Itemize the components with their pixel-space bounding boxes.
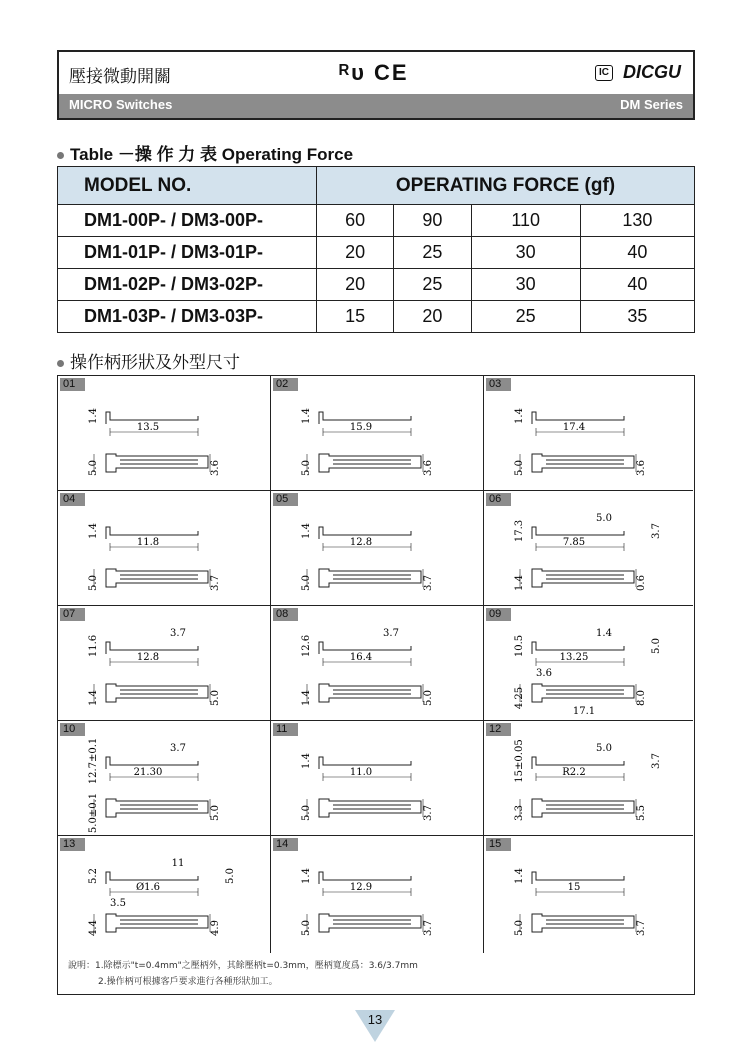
- dimension-label: 5.0: [514, 920, 525, 936]
- dimension-label: 12.8: [136, 652, 160, 663]
- shape-cell-08: [271, 606, 484, 721]
- dimension-label: 5.0±0.1: [88, 792, 99, 834]
- dimension-lines: [520, 658, 636, 702]
- dimension-lines: [94, 543, 210, 587]
- dimension-label: 3.7: [170, 628, 186, 639]
- dimension-label: 5.0: [301, 920, 312, 936]
- shape-cell-05: [271, 491, 484, 606]
- force-value-cell: 25: [394, 237, 471, 269]
- dimension-label: 3.7: [651, 523, 662, 539]
- shape-number-label: 01: [60, 378, 85, 391]
- shape-cell-10: [58, 721, 271, 836]
- model-cell: DM1-02P- / DM3-02P-: [58, 269, 317, 301]
- model-cell: DM1-01P- / DM3-01P-: [58, 237, 317, 269]
- shape-cell-04: [58, 491, 271, 606]
- dimension-lines: [94, 658, 210, 702]
- dimension-label: 11.6: [88, 634, 99, 658]
- dimension-label: 5.0: [423, 690, 434, 706]
- dimension-label: 21.30: [133, 767, 163, 778]
- lever-body-outline: [106, 684, 208, 702]
- shape-number-label: 04: [60, 493, 85, 506]
- lever-drawing: [271, 836, 484, 953]
- dimension-label: 3.7: [423, 805, 434, 821]
- dimension-label: 1.4: [514, 868, 525, 884]
- dimension-label: 5.0: [210, 805, 221, 821]
- dimension-label: 1.4: [301, 690, 312, 706]
- dimension-label: 3.7: [170, 743, 186, 754]
- dimension-label: 5.0: [88, 460, 99, 476]
- ic-logo-icon: IC: [595, 65, 613, 81]
- page-number: 13: [367, 1012, 383, 1027]
- dimension-label: 3.7: [210, 575, 221, 591]
- shape-cell-15: [484, 836, 693, 953]
- lever-body-outline: [532, 799, 634, 817]
- force-value-cell: 20: [394, 301, 471, 333]
- lever-body-outline: [532, 569, 634, 587]
- header-subtitle-bar: [59, 94, 693, 118]
- shape-number-label: 11: [273, 723, 298, 736]
- dimension-label: 5.0: [596, 513, 612, 524]
- dimension-label: 17.3: [514, 519, 525, 543]
- col-model-header: MODEL NO.: [58, 167, 317, 205]
- lever-drawing: [58, 376, 271, 491]
- dimension-lines: [520, 773, 636, 817]
- certification-marks: ᴿᴜ CE: [339, 60, 409, 85]
- lever-body-outline: [106, 454, 208, 472]
- dimension-label: 5.0: [301, 460, 312, 476]
- brand-name: DICGU: [623, 62, 681, 82]
- model-cell: DM1-00P- / DM3-00P-: [58, 205, 317, 237]
- dimension-lines: [520, 428, 636, 472]
- force-value-cell: 25: [471, 301, 580, 333]
- shape-cell-14: [271, 836, 484, 953]
- shape-number-label: 08: [273, 608, 298, 621]
- force-table-row: [58, 269, 695, 301]
- dimension-lines: [307, 658, 423, 702]
- lever-drawing: [58, 836, 271, 953]
- page-number-tab: [355, 1010, 395, 1042]
- lever-drawing: [484, 376, 693, 491]
- dimension-label: 1.4: [514, 575, 525, 591]
- dimension-label: 1.4: [301, 523, 312, 539]
- dimension-label: 5.0: [596, 743, 612, 754]
- dimension-label: 5.0: [225, 868, 236, 884]
- dimension-label: 5.0: [651, 638, 662, 654]
- subtitle-right: DM Series: [620, 97, 683, 112]
- dimension-label: 15: [567, 882, 581, 893]
- dimension-lines: [520, 888, 636, 932]
- dimension-lines: [94, 888, 210, 932]
- bullet-icon: [57, 360, 64, 367]
- dimension-label: 3.7: [383, 628, 399, 639]
- shape-number-label: 15: [486, 838, 511, 851]
- shape-cell-03: [484, 376, 693, 491]
- force-table-row: [58, 301, 695, 333]
- shape-number-label: 10: [60, 723, 85, 736]
- dimension-label: 5.0: [301, 575, 312, 591]
- dimension-label: 0.6: [636, 575, 647, 591]
- note-line-2: 2.操作柄可根據客戶要求進行各種形狀加工。: [98, 977, 278, 987]
- shape-number-label: 12: [486, 723, 511, 736]
- model-cell: DM1-03P- / DM3-03P-: [58, 301, 317, 333]
- dimension-label: 5.2: [88, 868, 99, 884]
- force-value-cell: 90: [394, 205, 471, 237]
- force-value-cell: 60: [317, 205, 394, 237]
- shape-number-label: 09: [486, 608, 511, 621]
- force-value-cell: 35: [580, 301, 694, 333]
- lever-drawing: [271, 606, 484, 721]
- force-value-cell: 30: [471, 269, 580, 301]
- dimension-label: 3.5: [110, 898, 126, 909]
- dimension-label: 3.7: [423, 575, 434, 591]
- lever-body-outline: [106, 799, 208, 817]
- lever-body-outline: [319, 454, 421, 472]
- lever-drawing: [271, 721, 484, 836]
- dimension-label: 3.7: [636, 920, 647, 936]
- shape-cell-01: [58, 376, 271, 491]
- dimension-label: 12.8: [349, 537, 373, 548]
- shape-number-label: 06: [486, 493, 511, 506]
- dimension-label: 3.6: [423, 460, 434, 476]
- force-value-cell: 20: [317, 269, 394, 301]
- lever-drawing: [484, 721, 693, 836]
- subtitle-left: MICRO Switches: [69, 97, 173, 112]
- dimension-label: R2.2: [562, 767, 586, 778]
- brand-logo: [595, 62, 681, 83]
- dimension-label: 1.4: [301, 408, 312, 424]
- dimension-label: 11: [171, 858, 185, 869]
- shape-cell-06: [484, 491, 693, 606]
- notes: [68, 958, 418, 990]
- dimension-label: 12.6: [301, 634, 312, 658]
- dimension-label: 5.0: [514, 460, 525, 476]
- dimension-label: 13.5: [136, 422, 160, 433]
- lever-body-outline: [106, 914, 208, 932]
- force-value-cell: 30: [471, 237, 580, 269]
- shape-cell-02: [271, 376, 484, 491]
- dimension-label: Ø1.6: [135, 882, 161, 893]
- dimension-label: 5.0: [210, 690, 221, 706]
- dimension-lines: [307, 428, 423, 472]
- lever-drawing: [484, 491, 693, 606]
- force-value-cell: 40: [580, 269, 694, 301]
- lever-drawing: [484, 836, 693, 953]
- shape-cell-09: [484, 606, 693, 721]
- shape-number-label: 14: [273, 838, 298, 851]
- dimension-label: 8.0: [636, 690, 647, 706]
- dimension-label: 11.8: [136, 537, 160, 548]
- dimension-label: 5.0: [88, 575, 99, 591]
- dimension-label: 3.7: [651, 753, 662, 769]
- dimension-lines: [307, 888, 423, 932]
- lever-body-outline: [106, 569, 208, 587]
- lever-drawing: [58, 491, 271, 606]
- dimension-label: 17.1: [572, 706, 596, 717]
- dimension-label: 17.4: [562, 422, 586, 433]
- header-title: 壓接微動開關: [69, 67, 171, 87]
- shape-cell-07: [58, 606, 271, 721]
- dimension-lines: [94, 773, 210, 817]
- dimension-label: 1.4: [88, 690, 99, 706]
- lever-body-outline: [532, 684, 634, 702]
- dimension-lines: [520, 543, 636, 587]
- bullet-icon: [57, 152, 64, 159]
- dimension-label: 1.4: [596, 628, 612, 639]
- lever-body-outline: [532, 914, 634, 932]
- dimension-lines: [94, 428, 210, 472]
- dimension-label: 11.0: [349, 767, 373, 778]
- dimension-label: 4.9: [210, 920, 221, 936]
- force-value-cell: 15: [317, 301, 394, 333]
- lever-body-outline: [319, 799, 421, 817]
- page-header: [57, 50, 695, 120]
- force-value-cell: 110: [471, 205, 580, 237]
- dimension-label: 1.4: [88, 408, 99, 424]
- lever-body-outline: [532, 454, 634, 472]
- dimension-label: 16.4: [349, 652, 373, 663]
- dimension-label: 13.25: [559, 652, 589, 663]
- dimension-label: 10.5: [514, 634, 525, 658]
- lever-drawing: [271, 491, 484, 606]
- dimension-label: 15±0.05: [514, 739, 525, 783]
- lever-drawing: [484, 606, 693, 721]
- lever-shapes-grid: [57, 375, 695, 995]
- force-table-row: [58, 205, 695, 237]
- dimension-label: 1.4: [301, 753, 312, 769]
- dimension-lines: [307, 543, 423, 587]
- dimension-label: 4.25: [514, 686, 525, 710]
- note-line-1: 說明：1.除標示"t=0.4mm"之壓柄外，其餘壓柄t=0.3mm，壓柄寬度爲：3.6/3.7mm: [68, 961, 418, 971]
- force-table-row: [58, 237, 695, 269]
- dimension-label: 1.4: [88, 523, 99, 539]
- lever-drawing: [58, 606, 271, 721]
- dimension-label: 1.4: [514, 408, 525, 424]
- col-force-header: OPERATING FORCE (gf): [317, 167, 695, 205]
- shape-cell-12: [484, 721, 693, 836]
- lever-body-outline: [319, 684, 421, 702]
- dimension-label: 5.0: [301, 805, 312, 821]
- dimension-label: 15.9: [349, 422, 373, 433]
- shape-number-label: 03: [486, 378, 511, 391]
- force-value-cell: 20: [317, 237, 394, 269]
- shape-number-label: 05: [273, 493, 298, 506]
- dimension-label: 12.7±0.1: [88, 737, 99, 785]
- dimension-label: 5.5: [636, 805, 647, 821]
- lever-body-outline: [319, 914, 421, 932]
- shape-cell-11: [271, 721, 484, 836]
- force-value-cell: 25: [394, 269, 471, 301]
- operating-force-table: [57, 166, 695, 333]
- dimension-label: 3.6: [636, 460, 647, 476]
- shape-number-label: 13: [60, 838, 85, 851]
- shape-number-label: 07: [60, 608, 85, 621]
- dimension-label: 12.9: [349, 882, 373, 893]
- lever-drawing: [58, 721, 271, 836]
- force-table-title: Table －操 作 力 表 Operating Force: [57, 140, 353, 165]
- dimension-label: 4.4: [88, 920, 99, 936]
- dimension-label: 3.3: [514, 805, 525, 821]
- force-value-cell: 40: [580, 237, 694, 269]
- shape-cell-13: [58, 836, 271, 953]
- shape-number-label: 02: [273, 378, 298, 391]
- dimension-label: 1.4: [301, 868, 312, 884]
- dimension-label: 3.7: [423, 920, 434, 936]
- shapes-section-title: 操作柄形狀及外型尺寸: [57, 348, 240, 373]
- lever-drawing: [271, 376, 484, 491]
- lever-body-outline: [319, 569, 421, 587]
- force-value-cell: 130: [580, 205, 694, 237]
- dimension-label: 3.6: [210, 460, 221, 476]
- dimension-label: 3.6: [536, 668, 552, 679]
- dimension-lines: [307, 773, 423, 817]
- dimension-label: 7.85: [562, 537, 586, 548]
